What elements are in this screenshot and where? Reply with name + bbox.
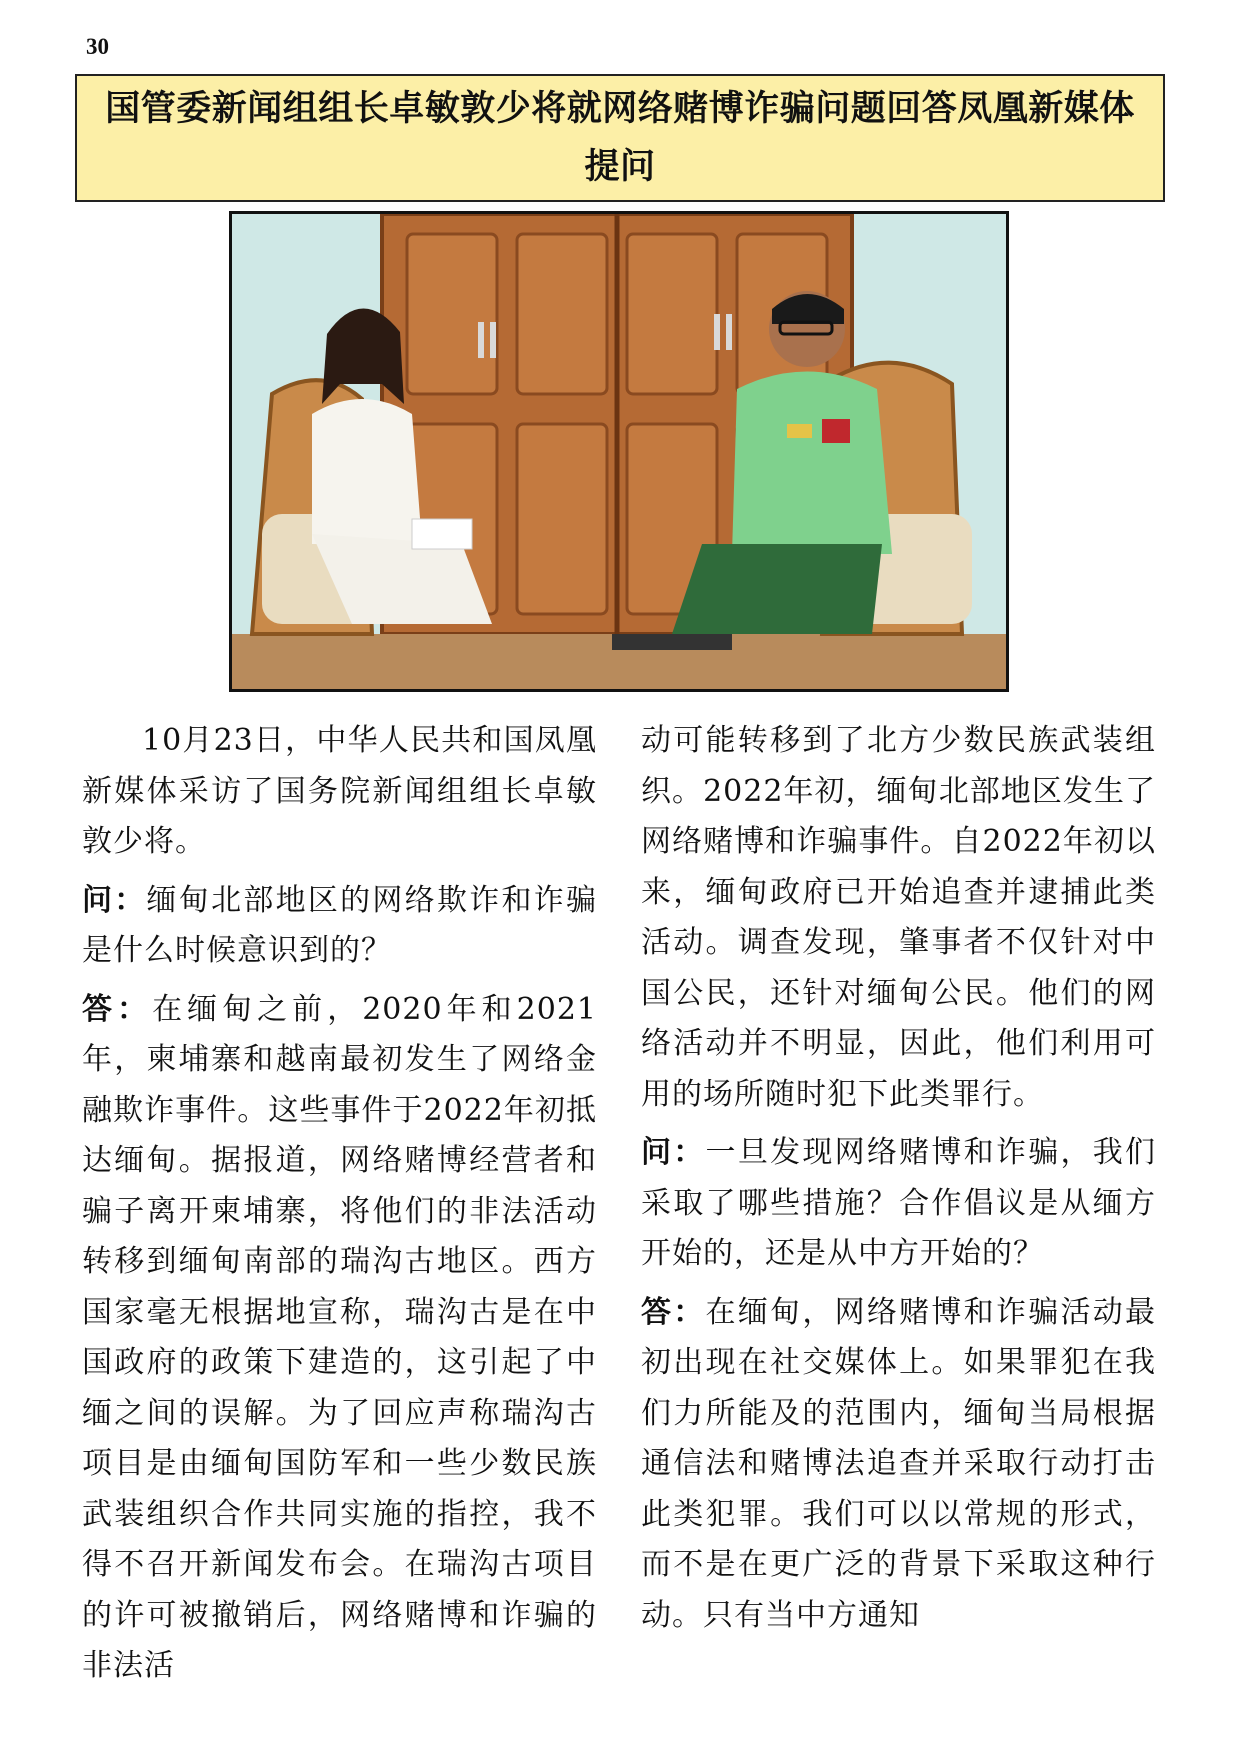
question-paragraph xyxy=(82,876,597,977)
paragraph-text: 10月23日，中华人民共和国凤凰新媒体采访了国务院新闻组组长卓敏敦少将。 xyxy=(82,723,597,859)
interview-photo-illustration xyxy=(232,214,1006,689)
headline-box xyxy=(75,74,1165,202)
article-right-column xyxy=(641,716,1156,1649)
article-left-column xyxy=(82,716,597,1700)
answer-paragraph xyxy=(641,1288,1156,1642)
answer-paragraph xyxy=(82,985,597,1692)
answer-label: 答： xyxy=(82,991,153,1027)
paragraph-text: 在缅甸，网络赌博和诈骗活动最初出现在社交媒体上。如果罪犯在我们力所能及的范围内，缅甸当局根据通信法和赌博法追查并采取行动打击此类犯罪。我们可以以常规的形式，而不是在更广泛的背景下采取这种行动。只有当中方通知 xyxy=(641,1294,1157,1633)
question-paragraph xyxy=(641,1128,1156,1280)
paragraph-text: 在缅甸之前，2020年和2021年，柬埔寨和越南最初发生了网络金融欺诈事件。这些事件于2022年初抵达缅甸。据报道，网络赌博经营者和骗子离开柬埔寨，将他们的非法活动转移到缅甸南部的瑞沟古地区。西方国家毫无根据地宣称，瑞沟古是在中国政府的政策下建造的，这引起了中缅之间的误解。为了回应声称瑞沟古项目是由缅甸国防军和一些少数民族武装组织合作共同实施的指控，我不得不召开新闻发布会。在瑞沟古项目的许可被撤销后，网络赌博和诈骗的非法活 xyxy=(82,991,598,1683)
question-label: 问： xyxy=(82,882,147,918)
question-label: 问： xyxy=(641,1135,706,1170)
paragraph-text: 缅甸北部地区的网络欺诈和诈骗是什么时候意识到的？ xyxy=(82,882,598,968)
answer-label: 答： xyxy=(641,1294,706,1330)
page-number: 30 xyxy=(86,34,109,59)
paragraph-text: 动可能转移到了北方少数民族武装组织。2022年初，缅甸北部地区发生了网络赌博和诈骗事件。自2022年初以来，缅甸政府已开始追查并逮捕此类活动。调查发现，肇事者不仅针对中国公民，还针对缅甸公民。他们的网络活动并不明显，因此，他们利用可用的场所随时犯下此类罪行。 xyxy=(641,723,1156,1112)
headline: 国管委新闻组组长卓敏敦少将就网络赌博诈骗问题回答凤凰新媒体提问 xyxy=(105,89,1135,187)
article-intro xyxy=(82,716,597,868)
paragraph-text: 一旦发现网络赌博和诈骗，我们采取了哪些措施？合作倡议是从缅方开始的，还是从中方开始的？ xyxy=(641,1135,1157,1271)
continued-paragraph xyxy=(641,716,1156,1120)
interview-photo xyxy=(229,211,1009,692)
